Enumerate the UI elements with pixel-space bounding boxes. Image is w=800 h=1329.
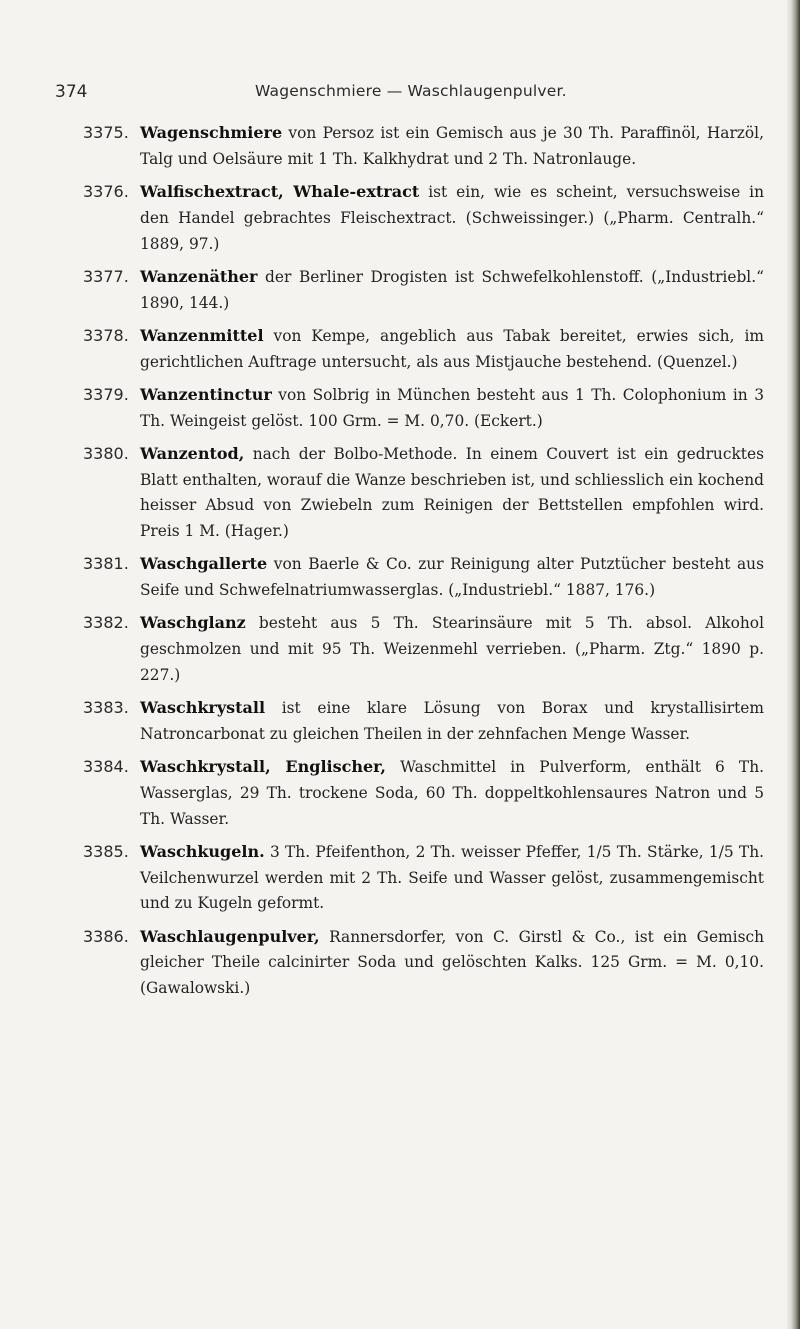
- entry-term: Wanzentod,: [140, 443, 245, 463]
- page-binding-edge: [786, 0, 800, 1329]
- entry-number: 3379.: [83, 384, 129, 404]
- entry-number: 3382.: [83, 613, 129, 633]
- entry-text: besteht aus 5 Th. Stearinsäure mit 5 Th. absol. Alkohol geschmolzen und mit 95 Th. Weizenmehl verrieben. („Pharm. Ztg.“ 1890 p. 227.): [140, 614, 764, 684]
- entry-3376: [83, 179, 764, 257]
- entry-3377: [83, 264, 764, 317]
- page-number: 374: [55, 82, 88, 102]
- entry-3375: [83, 120, 764, 173]
- entry-list: [83, 120, 764, 1008]
- entry-3385: [83, 839, 764, 917]
- entry-term: Wanzentinctur: [140, 384, 272, 404]
- entry-term: Waschkrystall, Englischer,: [140, 757, 387, 777]
- entry-term: Wagenschmiere: [140, 123, 283, 142]
- entry-text: Rannersdorfer, von C. Girstl & Co., ist ein Gemisch gleicher Theile calcinirter Soda und gelöschten Kalks. 125 Grm. = M. 0,10. (Gawalowski.): [140, 927, 764, 998]
- entry-text: 3 Th. Pfeifenthon, 2 Th. weisser Pfeffer, 1/5 Th. Stärke, 1/5 Th. Veilchenwurzel werden mit 2 Th. Seife und Wasser gelöst, zusammengemischt und zu Kugeln geformt.: [140, 842, 764, 913]
- entry-number: 3381.: [83, 554, 129, 574]
- entry-number: 3385.: [83, 841, 129, 861]
- entry-text: von Persoz ist ein Gemisch aus je 30 Th. Paraffinöl, Harzöl, Talg und Oelsäure mit 1 Th. Kalkhydrat und 2 Th. Natronlauge.: [140, 124, 764, 168]
- entry-term: Waschgallerte: [140, 554, 268, 574]
- page-header: [55, 82, 755, 108]
- entry-3381: [83, 551, 764, 604]
- entry-text: ist eine klare Lösung von Borax und krystallisirtem Natroncarbonat zu gleichen Theilen in der zehnfachen Menge Wasser.: [140, 699, 764, 743]
- entry-3380: [83, 441, 764, 545]
- entry-term: Walfischextract, Whale-extract: [140, 181, 420, 201]
- entry-3379: [83, 382, 764, 435]
- entry-3382: [83, 610, 764, 688]
- entry-text: nach der Bolbo-Methode. In einem Couvert ist ein gedrucktes Blatt enthalten, worauf die Wanze beschrieben ist, und schliesslich ein kochend heisser Absud von Zwiebeln zum Reinigen der Bettstellen empfohlen wird. Preis 1 M. (Hager.): [140, 444, 764, 541]
- entry-number: 3377.: [83, 266, 129, 286]
- entry-number: 3380.: [83, 443, 129, 463]
- entry-number: 3383.: [83, 698, 129, 718]
- entry-term: Waschkrystall: [140, 698, 266, 718]
- entry-term: Waschlaugenpulver,: [140, 926, 320, 946]
- entry-term: Waschkugeln.: [140, 841, 265, 861]
- entry-number: 3384.: [83, 757, 129, 777]
- entry-term: Wanzenäther: [140, 266, 258, 286]
- entry-number: 3378.: [83, 325, 129, 345]
- entry-text: der Berliner Drogisten ist Schwefelkohlenstoff. („Industriebl.“ 1890, 144.): [140, 267, 764, 312]
- entry-text: Waschmittel in Pulverform, enthält 6 Th. Wasserglas, 29 Th. trockene Soda, 60 Th. doppeltkohlensaures Natron und 5 Th. Wasser.: [140, 758, 765, 828]
- entry-number: 3375.: [83, 123, 129, 142]
- entry-term: Waschglanz: [140, 613, 246, 633]
- entry-text: von Kempe, angeblich aus Tabak bereitet, erwies sich, im gerichtlichen Auftrage untersucht, als aus Mistjauche bestehend. (Quenzel.): [140, 326, 764, 371]
- entry-text: von Baerle & Co. zur Reinigung alter Putztücher besteht aus Seife und Schwefelnatriumwasserglas. („Industriebl.“ 1887, 176.): [140, 555, 764, 600]
- entry-3383: [83, 695, 764, 748]
- running-head: Wagenschmiere — Waschlaugenpulver.: [255, 82, 567, 100]
- entry-text: ist ein, wie es scheint, versuchsweise in den Handel gebrachtes Fleischextract. (Schweissinger.) („Pharm. Centralh.“ 1889, 97.): [140, 182, 764, 253]
- entry-text: von Solbrig in München besteht aus 1 Th. Colophonium in 3 Th. Weingeist gelöst. 100 Grm. = M. 0,70. (Eckert.): [140, 385, 764, 430]
- entry-3378: [83, 323, 764, 376]
- entry-3384: [83, 754, 764, 832]
- entry-3386: [83, 924, 764, 1002]
- entry-number: 3376.: [83, 181, 129, 201]
- entry-term: Wanzenmittel: [140, 325, 264, 345]
- entry-number: 3386.: [83, 926, 129, 946]
